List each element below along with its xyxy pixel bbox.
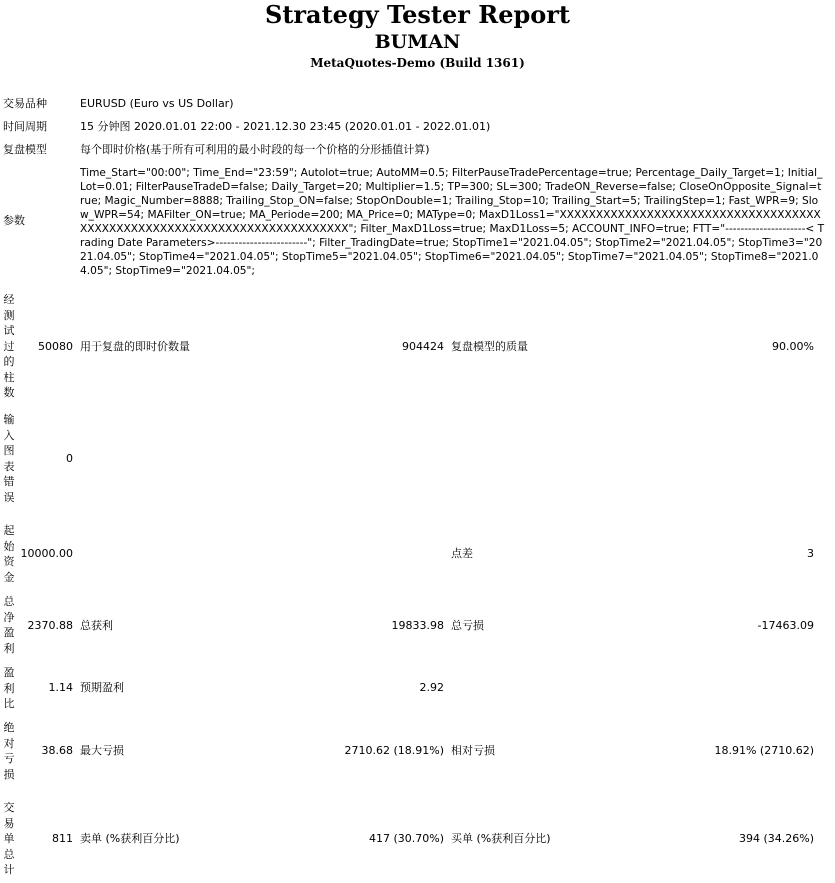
quality-value: 90.00%: [772, 340, 814, 353]
gross-profit-value: 19833.98: [391, 619, 444, 632]
bars-value: 50080: [38, 340, 73, 353]
params-value: Time_Start="00:00"; Time_End="23:59"; Autolot=true; AutoMM=0.5; FilterPauseTradePercentage=true; Percentage_Daily_Target=1; Initial_Lot=0.01; FilterPauseTradeD=false; Daily_Target=20; Multiplier=1.5; TP=300; SL=300; TradeON_Reverse=false; CloseOnOpposite_Signal=true; Magic_Number=8888; Trailing_Stop_ON=false; StopOnDouble=1; Trailing_Stop=10; Trailing_Start=5; TrailingStep=1; Fast_WPR=9; Slow_WPR=54; MAFilter_ON=true; MA_Periode=200; MA_Price=0; MAType=0; MaxD1Loss1="XXXXXXXXXXXXXXXXXXXXXXXXXXXXXXXXXXXXXXXXXXXXXXXXXXXXXXXXXXXXXXXXXXXXXXXXX"; Filter_MaxD1Loss=true; MaxD1Loss=5; ACCOUNT_INFO=true; FTT="---------------------< Trading Date Parameters>------------------------"; Filter_TradingDate=true; StopTime1="2021.04.05"; StopTime2="2021.04.05"; StopTime3="2021.04.05"; StopTime4="2021.04.05"; StopTime5="2021.04.05"; StopTime6="2021.04.05"; StopTime7="2021.04.05"; StopTime8="2021.04.05"; StopTime9="2021.04.05";: [80, 167, 825, 277]
spread-value: 3: [807, 547, 814, 560]
errors-value: 0: [66, 452, 73, 465]
ticks-label: 用于复盘的即时价数量: [80, 340, 190, 353]
expected-payoff-label: 预期盈利: [80, 681, 124, 694]
absolute-drawdown-label: 绝对亏损: [3, 721, 15, 781]
short-positions-label: 卖单 (%获利百分比): [80, 832, 180, 845]
expert-name: BUMAN: [374, 31, 461, 53]
max-drawdown-value: 2710.62 (18.91%): [344, 744, 444, 757]
symbol-value: EURUSD (Euro vs US Dollar): [80, 97, 234, 110]
absolute-drawdown-value: 38.68: [41, 744, 73, 757]
report-title: Strategy Tester Report: [264, 0, 571, 29]
gross-loss-label: 总亏损: [451, 619, 484, 632]
params-label: 参数: [3, 214, 25, 227]
net-profit-label: 总净盈利: [3, 595, 15, 655]
model-label: 复盘模型: [3, 143, 47, 156]
quality-label: 复盘模型的质量: [451, 340, 528, 353]
deposit-value: 10000.00: [20, 547, 73, 560]
net-profit-value: 2370.88: [27, 619, 73, 632]
gross-profit-label: 总获利: [80, 619, 113, 632]
total-trades-label: 交易单总计: [3, 801, 15, 876]
deposit-label: 起始资金: [3, 524, 15, 584]
max-drawdown-label: 最大亏损: [80, 744, 124, 757]
expected-payoff-value: 2.92: [419, 681, 444, 694]
profit-factor-value: 1.14: [48, 681, 73, 694]
server-build: MetaQuotes-Demo (Build 1361): [310, 56, 525, 70]
spread-label: 点差: [451, 547, 473, 560]
bars-label: 经测试过的柱数: [3, 293, 15, 399]
gross-loss-value: -17463.09: [757, 619, 814, 632]
short-positions-value: 417 (30.70%): [368, 832, 444, 845]
symbol-label: 交易品种: [3, 97, 47, 110]
period-label: 时间周期: [3, 120, 47, 133]
period-value: 15 分钟图 2020.01.01 22:00 - 2021.12.30 23:45 (2020.01.01 - 2022.01.01): [80, 120, 491, 133]
errors-label: 输入图表错误: [3, 413, 15, 504]
ticks-value: 904424: [402, 340, 444, 353]
total-trades-value: 811: [52, 832, 73, 845]
model-value: 每个即时价格(基于所有可利用的最小时段的每一个价格的分形插值计算): [80, 143, 430, 156]
relative-drawdown-value: 18.91% (2710.62): [714, 744, 814, 757]
profit-factor-label: 盈利比: [3, 666, 15, 710]
relative-drawdown-label: 相对亏损: [451, 744, 495, 757]
long-positions-value: 394 (34.26%): [738, 832, 814, 845]
long-positions-label: 买单 (%获利百分比): [451, 832, 551, 845]
